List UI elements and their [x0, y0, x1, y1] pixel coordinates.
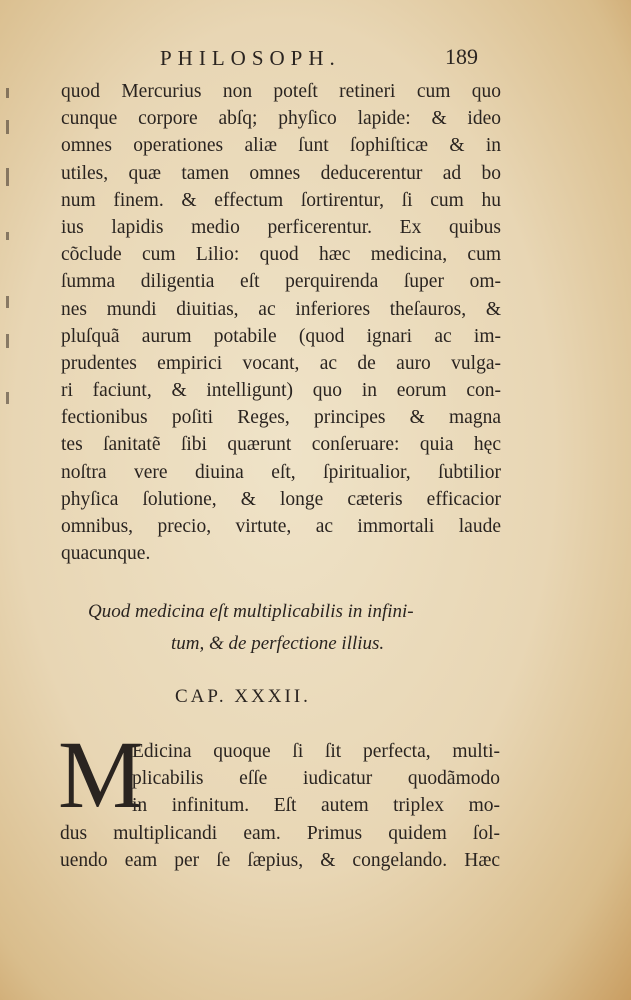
running-header: PHILOSOPH.: [160, 46, 341, 70]
text-line: fectionibus poſiti Reges, principes & magna: [61, 407, 501, 429]
text-line: cunque corpore abſq; phyſico lapide: & ideo: [61, 108, 501, 130]
section-heading-line: tum, & de perfectione illius.: [171, 633, 385, 654]
page-edge-mark: [6, 168, 9, 186]
page-edge-mark: [6, 296, 9, 308]
chapter-label: CAP. XXXII.: [175, 686, 311, 707]
section-heading: [60, 596, 480, 660]
text-line: prudentes empirici vocant, ac de auro vulga-: [61, 352, 501, 374]
text-line: phyſica ſolutione, & longe cæteris efficacior: [61, 488, 501, 510]
page-edge-mark: [6, 232, 9, 240]
text-line: quod Mercurius non poteſt retineri cum quo: [61, 81, 501, 102]
text-line: omnibus, precio, virtute, ac immortali laude: [61, 516, 501, 537]
text-line: dus multiplicandi eam. Primus quidem ſol-: [60, 822, 500, 844]
page-edge-mark: [6, 334, 9, 348]
text-line: ſumma diligentia eſt perquirenda ſuper om-: [61, 271, 501, 293]
text-line: pluſquã aurum potabile (quod ignari ac im-: [61, 325, 501, 347]
chapter-text: [60, 738, 500, 874]
page-edge-mark: [6, 120, 9, 134]
text-line: num finem. & effectum ſortirentur, ſi cum hu: [61, 189, 501, 211]
text-line: utiles, quæ tamen omnes deducerentur ad bo: [61, 162, 501, 184]
page-edge-mark: [6, 88, 9, 98]
text-line: quacunque.: [61, 543, 151, 565]
body-text: [61, 78, 501, 567]
page-number: 189: [445, 44, 478, 69]
text-line: omnes operationes aliæ ſunt ſophiſticæ & in: [61, 135, 501, 157]
text-line: tes ſanitatẽ ſibi quærunt conſeruare: quia hęc: [61, 434, 501, 456]
text-line: plicabilis eſſe iudicatur quodãmodo: [132, 768, 500, 790]
text-line: nes mundi diuitias, ac inferiores theſauros, &: [61, 298, 501, 320]
text-line: in infinitum. Eſt autem triplex mo-: [132, 795, 500, 817]
text-line: uendo eam per ſe ſæpius, & congelando. Hæc: [60, 849, 500, 871]
text-line: ius lapidis medio perficerentur. Ex quibus: [61, 216, 501, 238]
section-heading-line: Quod medicina eſt multiplicabilis in infini-: [88, 601, 414, 622]
page-edge-mark: [6, 392, 9, 404]
text-line: cõclude cum Lilio: quod hæc medicina, cum: [61, 244, 501, 266]
text-line: noſtra vere diuina eſt, ſpiritualior, ſubtilior: [61, 461, 501, 483]
text-line: Edicina quoque ſi ſit perfecta, multi-: [132, 741, 500, 762]
drop-cap-initial: M: [58, 721, 144, 828]
text-line: ri faciunt, & intelligunt) quo in eorum con-: [61, 380, 501, 402]
